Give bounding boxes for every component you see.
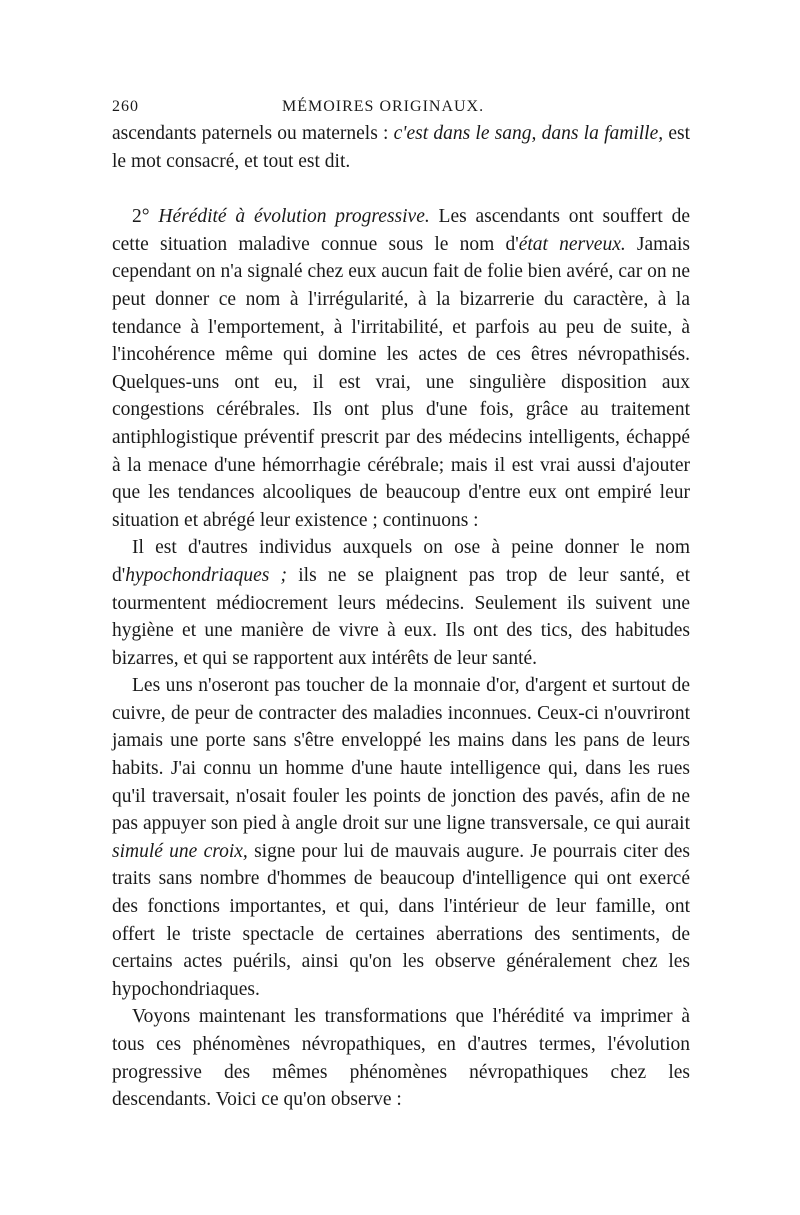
italic-run: état nerveux. bbox=[518, 233, 626, 255]
paragraph-hypochondriaques bbox=[112, 534, 690, 672]
text-run: Voyons maintenant les transformations que l'hérédité va imprimer à tous ces phénomènes névropathiques, en d'autres termes, l'évolution progressive des mêmes phénomènes névropathiques chez les descendants. Voici ce qu'on observe : bbox=[112, 1006, 690, 1111]
text-run: Il est d'autres individus auxquels on ose à peine donner le nom d' bbox=[112, 537, 690, 586]
text-run: est le mot consacré, et tout est dit. bbox=[112, 123, 690, 172]
page-number: 260 bbox=[112, 98, 139, 115]
text-run: Jamais cependant on n'a signalé chez eux aucun fait de folie bien avéré, car on ne peut donner ce nom à l'irrégularité, à la bizarrerie du caractère, à la tendance à l'emportement, à l'irritabilité, et parfois au peu de suite, à l'incohérence même qui domine les actes de ces êtres névropathisés. Quelques-uns ont eu, il est vrai, une singulière disposition aux congestions cérébrales. Ils ont plus d'une fois, grâce au traitement antiphlogistique préventif prescrit par des médecins intelligents, échappé à la menace d'une hémorrhagie cérébrale; mais il est vrai aussi d'ajouter que les tendances alcooliques de beaucoup d'entre eux ont empiré leur situation et abrégé leur existence ; continuons : bbox=[112, 233, 690, 531]
text-run: signe pour lui de mauvais augure. Je pourrais citer des traits sans nombre d'hommes de beaucoup d'intelligence qui ont exercé des fonctions importantes, et qui, dans l'intérieur de leur famille, ont offert le triste spectacle de certaines aberrations des sentiments, de certains actes puérils, ainsi qu'on les observe généralement chez les hypochondriaques. bbox=[112, 840, 690, 1000]
text-run: Les uns n'oseront pas toucher de la monnaie d'or, d'argent et surtout de cuivre, de peur de contracter des maladies inconnues. Ceux-ci n'ouvriront jamais une porte sans s'être enveloppé les mains dans les pans de leurs habits. J'ai connu un homme d'une haute intelligence qui, dans les rues qu'il traversait, n'osait fouler les points de jonction des pavés, afin de ne pas appuyer son pied à angle droit sur une ligne transversale, ce qui aurait bbox=[112, 675, 690, 835]
italic-run: hypochondriaques ; bbox=[125, 564, 288, 586]
running-header bbox=[112, 96, 688, 122]
body-text bbox=[112, 120, 690, 1114]
paragraph-continuation bbox=[112, 120, 690, 175]
section-heading-italic: Hérédité à évolution progressive. bbox=[158, 206, 430, 228]
text-run: Les ascendants ont souffert de cette situation maladive connue sous le nom d' bbox=[112, 206, 690, 255]
italic-run: c'est dans le sang, dans la famille, bbox=[393, 123, 664, 144]
text-run: ils ne se plaignent pas trop de leur santé, et tourmentent médiocrement leurs médecins. Seulement ils suivent une hygiène et une manière de vivre à eux. Ils ont des tics, des habitudes bizarres, et qui se rapportent aux intérêts de leur santé. bbox=[112, 564, 690, 669]
paragraph-examples bbox=[112, 672, 690, 1003]
italic-run: simulé une croix, bbox=[112, 840, 248, 862]
paragraph-transformations bbox=[112, 1003, 690, 1113]
text-run: 2° bbox=[132, 206, 159, 228]
running-title: MÉMOIRES ORIGINAUX. bbox=[282, 98, 485, 115]
paragraph-section-2 bbox=[112, 203, 690, 534]
text-run: ascendants paternels ou maternels : bbox=[112, 123, 394, 144]
